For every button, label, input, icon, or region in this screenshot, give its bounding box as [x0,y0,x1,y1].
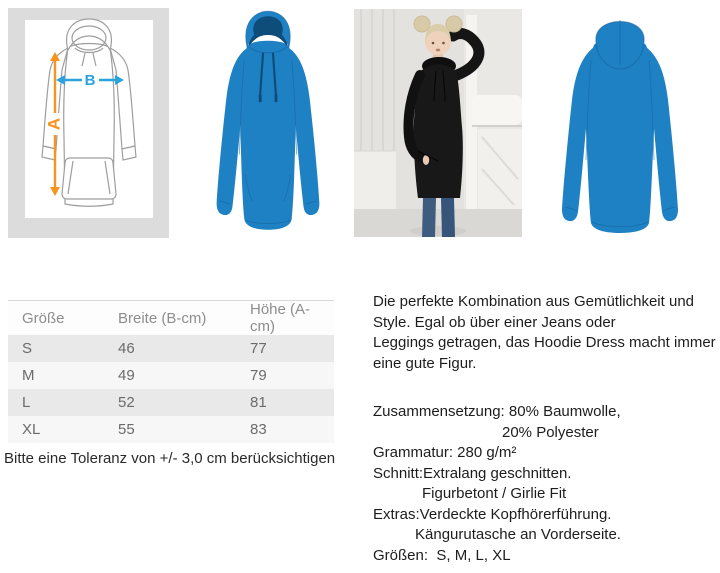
jeans-left-leg [422,198,436,237]
column-header-breite: Breite (B-cm) [104,301,236,336]
size-row-xl [8,416,334,443]
spec-line: Extras:Verdeckte Kopfhörerführung. [373,505,612,523]
size-diagram-drawing [8,8,169,238]
hair-bun-right [446,16,462,32]
size-row-m [8,362,334,389]
description-specs [373,402,717,566]
spec-line: 20% Polyester [502,423,599,441]
hair-bun-left [414,16,430,32]
size-row-l [8,389,334,416]
size-cell: XL [8,416,104,443]
size-table-body [8,335,334,443]
spec-line: Schnitt:Extralang geschnitten. [373,464,572,482]
spec-line: Figurbetont / Girlie Fit [422,485,567,502]
spec-line: Zusammensetzung: 80% Baumwolle, [373,403,621,420]
product-image-front[interactable] [184,4,352,236]
description-line: Leggings getragen, das Hoodie Dress macht immer [373,334,716,351]
description-line: Die perfekte Kombination aus Gemütlichkeit und [373,293,695,310]
size-cell: 77 [236,335,334,362]
spec-line: Grammatur: 280 g/m² [373,444,517,461]
size-cell: 55 [104,416,236,443]
spec-line: Größen: S, M, L, XL [373,546,511,564]
size-table-header-row [8,301,334,336]
product-image-back[interactable] [528,4,712,236]
size-cell: 49 [104,362,236,389]
size-cell: M [8,362,104,389]
tolerance-note: Bitte eine Toleranz von +/- 3,0 cm berücksichtigen [4,450,336,467]
size-cell: 46 [104,335,236,362]
hoodie-front-illustration [184,4,352,236]
measure-label-b: B [84,71,96,89]
size-cell: 52 [104,389,236,416]
size-row-s [8,335,334,362]
jeans-right-leg [441,198,455,237]
size-cell: S [8,335,104,362]
size-diagram-image[interactable] [8,8,169,238]
size-cell: L [8,389,104,416]
hoodie-back-illustration [528,4,712,236]
column-header-groesse: Größe [8,301,104,336]
column-header-hoehe: Höhe (A-cm) [236,301,334,336]
size-table [8,300,334,443]
size-cell: 79 [236,362,334,389]
spec-line: Kängurutasche an Vorderseite. [415,526,621,543]
size-cell: 81 [236,389,334,416]
product-description [373,292,717,566]
product-image-model[interactable] [354,9,522,237]
description-line: Style. Egal ob über einer Jeans oder [373,313,616,331]
size-table-container [8,300,334,443]
description-line: eine gute Figur. [373,354,477,372]
measure-label-a: A [44,117,64,131]
size-cell: 83 [236,416,334,443]
model-photo-illustration [354,9,522,237]
description-intro [373,292,717,374]
